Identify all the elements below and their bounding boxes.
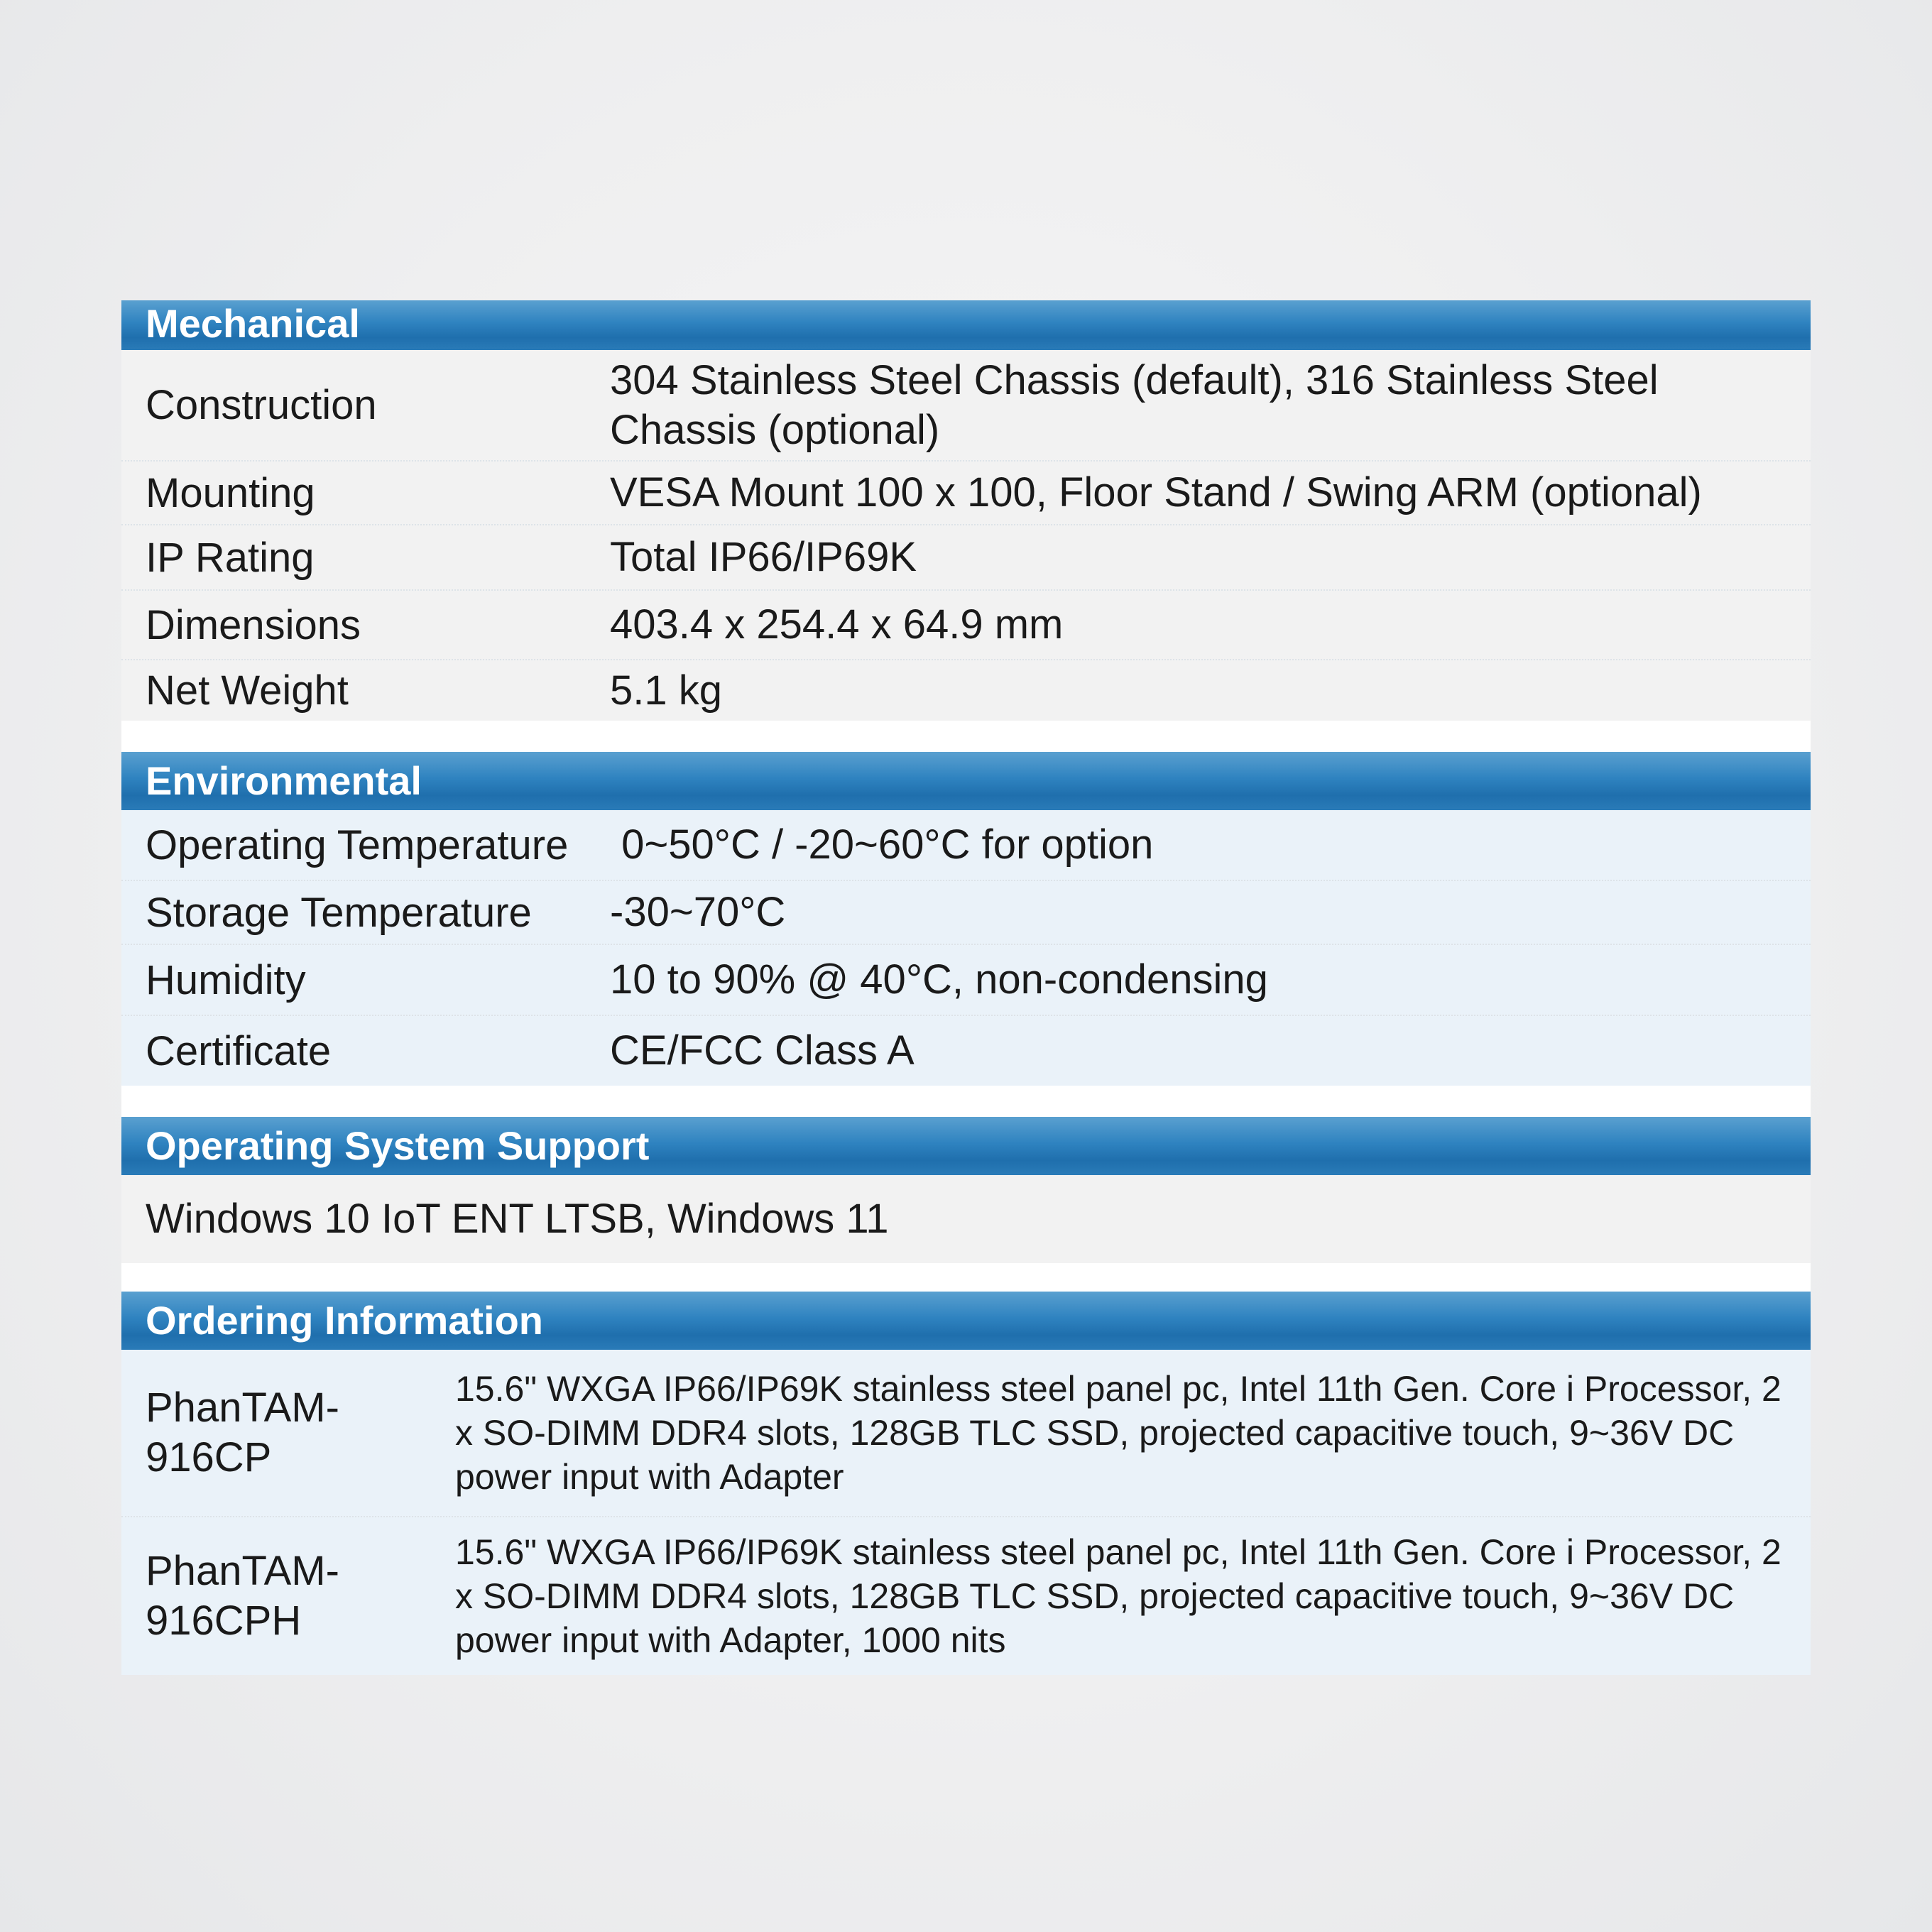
order-description: 15.6" WXGA IP66/IP69K stainless steel panel pc, Intel 11th Gen. Core i Processor, 2 x SO-DIMM DDR4 slots, 128GB TLC SSD, projected capacitive touch, 9~36V DC power input with Adapter — [455, 1369, 1781, 1497]
section-gap — [121, 1263, 1811, 1292]
spec-value: -30~70°C — [610, 889, 786, 935]
spec-label: Construction — [146, 382, 377, 428]
environmental-header: Environmental — [121, 752, 1811, 810]
spec-row-net-weight — [121, 660, 1811, 721]
order-row — [121, 1517, 1811, 1675]
spec-value: 304 Stainless Steel Chassis (default), 316 Stainless Steel Chassis (optional) — [610, 356, 1659, 453]
os-support-section — [121, 1117, 1811, 1263]
spec-sheet — [121, 300, 1811, 1675]
ordering-header: Ordering Information — [121, 1292, 1811, 1350]
section-gap — [121, 1086, 1811, 1117]
spec-value: Total IP66/IP69K — [610, 534, 917, 580]
mechanical-header: Mechanical — [121, 300, 1811, 350]
section-gap — [121, 721, 1811, 752]
spec-row-certificate — [121, 1016, 1811, 1086]
spec-value: 10 to 90% @ 40°C, non-condensing — [610, 956, 1268, 1003]
spec-row-construction — [121, 350, 1811, 462]
spec-label: Humidity — [146, 956, 306, 1003]
os-support-header: Operating System Support — [121, 1117, 1811, 1175]
spec-label: Certificate — [146, 1027, 332, 1074]
mechanical-section — [121, 300, 1811, 721]
spec-value: 403.4 x 254.4 x 64.9 mm — [610, 601, 1064, 648]
environmental-rows — [121, 810, 1811, 1086]
spec-value: VESA Mount 100 x 100, Floor Stand / Swing ARM (optional) — [610, 469, 1702, 515]
spec-row-storage-temperature — [121, 881, 1811, 945]
mechanical-rows — [121, 350, 1811, 721]
spec-row-mounting — [121, 462, 1811, 525]
order-description: 15.6" WXGA IP66/IP69K stainless steel panel pc, Intel 11th Gen. Core i Processor, 2 x SO-DIMM DDR4 slots, 128GB TLC SSD, projected capacitive touch, 9~36V DC power input with Adapter, 1000 nits — [455, 1532, 1781, 1660]
os-support-value: Windows 10 IoT ENT LTSB, Windows 11 — [146, 1196, 889, 1242]
ordering-rows — [121, 1350, 1811, 1675]
spec-row-humidity — [121, 945, 1811, 1016]
spec-row-dimensions — [121, 591, 1811, 660]
spec-label: Operating Temperature — [146, 822, 569, 868]
spec-value: 5.1 kg — [610, 667, 722, 714]
order-model: PhanTAM-916CP — [146, 1385, 339, 1480]
environmental-section — [121, 752, 1811, 1086]
spec-row-ip-rating — [121, 525, 1811, 591]
spec-label: Net Weight — [146, 667, 349, 714]
spec-label: Mounting — [146, 469, 315, 516]
spec-value: CE/FCC Class A — [610, 1027, 915, 1074]
order-model: PhanTAM-916CPH — [146, 1548, 339, 1644]
order-row — [121, 1350, 1811, 1517]
spec-label: Dimensions — [146, 601, 361, 648]
spec-value: 0~50°C / -20~60°C for option — [610, 822, 1154, 868]
ordering-section — [121, 1292, 1811, 1675]
os-support-rows — [121, 1175, 1811, 1263]
spec-row-operating-temperature — [121, 810, 1811, 881]
spec-label: IP Rating — [146, 534, 315, 581]
spec-label: Storage Temperature — [146, 889, 532, 936]
